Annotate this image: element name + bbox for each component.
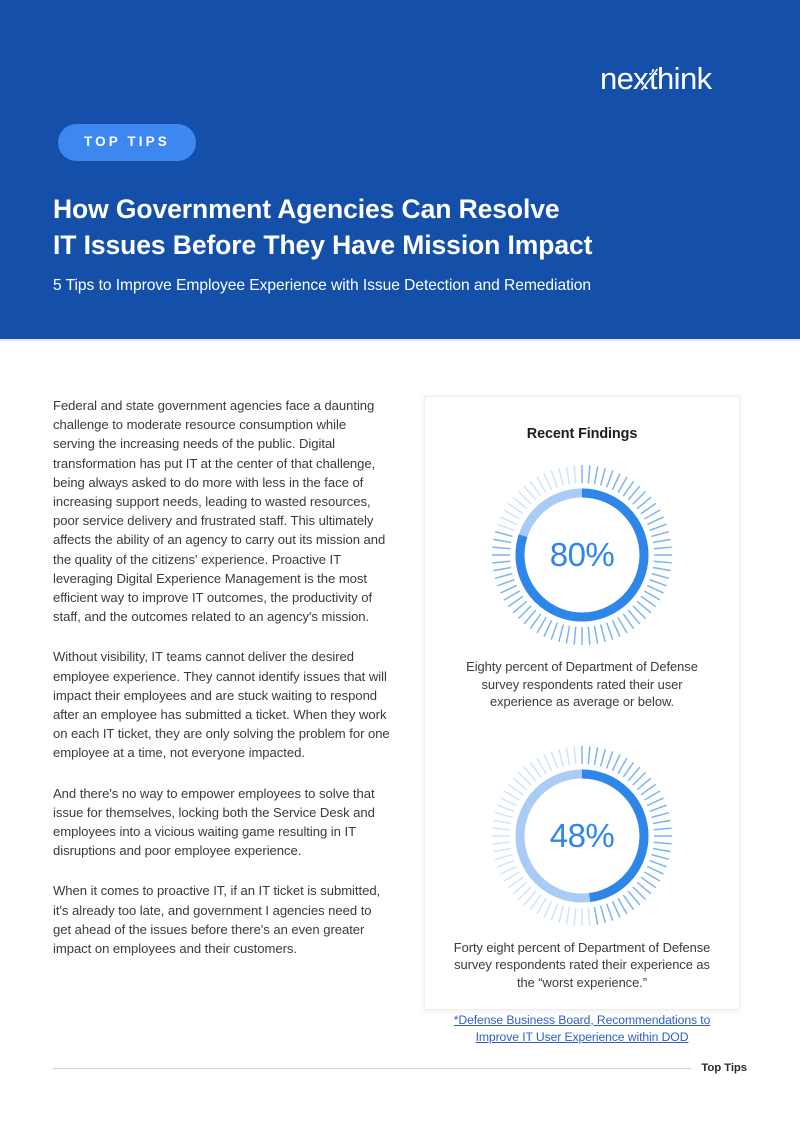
stat-block [425, 460, 739, 711]
nexthink-wordmark-icon [600, 60, 732, 100]
body-paragraph: And there's no way to empower employees to solve that issue for themselves, locking both the Service Desk and employees into a vicious waiting game resulting in IT disruptions and poor employee experience. [53, 785, 375, 859]
stat-block [425, 741, 739, 992]
page-title-line-2: IT Issues Before They Have Mission Impact [53, 230, 593, 260]
hero-banner [0, 0, 800, 341]
svg-text:x: x [633, 61, 648, 96]
page-title-line-1: How Government Agencies Can Resolve [53, 194, 560, 224]
footer-divider [53, 1068, 691, 1069]
page-footer [53, 1062, 747, 1074]
body-paragraph: When it comes to proactive IT, if an IT ticket is submitted, it's already too late, and government I agencies need to get ahead of the issues before there's an even greater impact on employees and their customers. [53, 883, 381, 957]
page-title [53, 191, 753, 263]
stat-caption: Eighty percent of Department of Defense survey respondents rated their user experience as average or below. [466, 659, 698, 710]
footer-label: Top Tips [701, 1062, 747, 1074]
body-text-column [53, 396, 391, 958]
card-title: Recent Findings [526, 426, 638, 442]
source-link[interactable]: *Defense Business Board, Recommendations to Improve IT User Experience within DOD [453, 1012, 711, 1045]
recent-findings-card [424, 396, 740, 1045]
svg-text:ne: ne [600, 61, 634, 96]
donut-value-label: 80% [549, 536, 615, 573]
nexthink-logo [600, 60, 732, 100]
body-paragraph: Without visibility, IT teams cannot deliver the desired employee experience. They cannot identify issues that will impact their employees and are stuck waiting to respond after an employee has submitted a ticket. When they work on each IT ticket, they are only solving the problem for one employee at a time, not everyone impacted. [53, 649, 390, 761]
top-tips-badge: TOP TIPS [58, 124, 196, 161]
donut-chart-80 [487, 460, 677, 650]
svg-text:think: think [649, 61, 712, 96]
page-subtitle: 5 Tips to Improve Employee Experience with Issue Detection and Remediation [53, 277, 592, 294]
donut-value-label: 48% [549, 816, 615, 854]
body-paragraph: Federal and state government agencies face a daunting challenge to moderate resource consumption while serving the increasing needs of the public. Digital transformation has put IT at the center of that challenge, being always asked to do more with less in the face of increasing support needs, leading to wasted resources, poor service delivery and frustrated staff. This ultimately affects the ability of an agency to carry out its mission and the quality of the citizens' experience. Proactive IT leveraging Digital Experience Management is the most efficient way to improve IT outcomes, the productivity of staff, and the outcomes related to an agency's mission. [53, 398, 386, 625]
stat-caption: Forty eight percent of Department of Defense survey respondents rated their experience as the “worst experience.” [453, 939, 711, 990]
donut-chart-48 [487, 741, 677, 931]
